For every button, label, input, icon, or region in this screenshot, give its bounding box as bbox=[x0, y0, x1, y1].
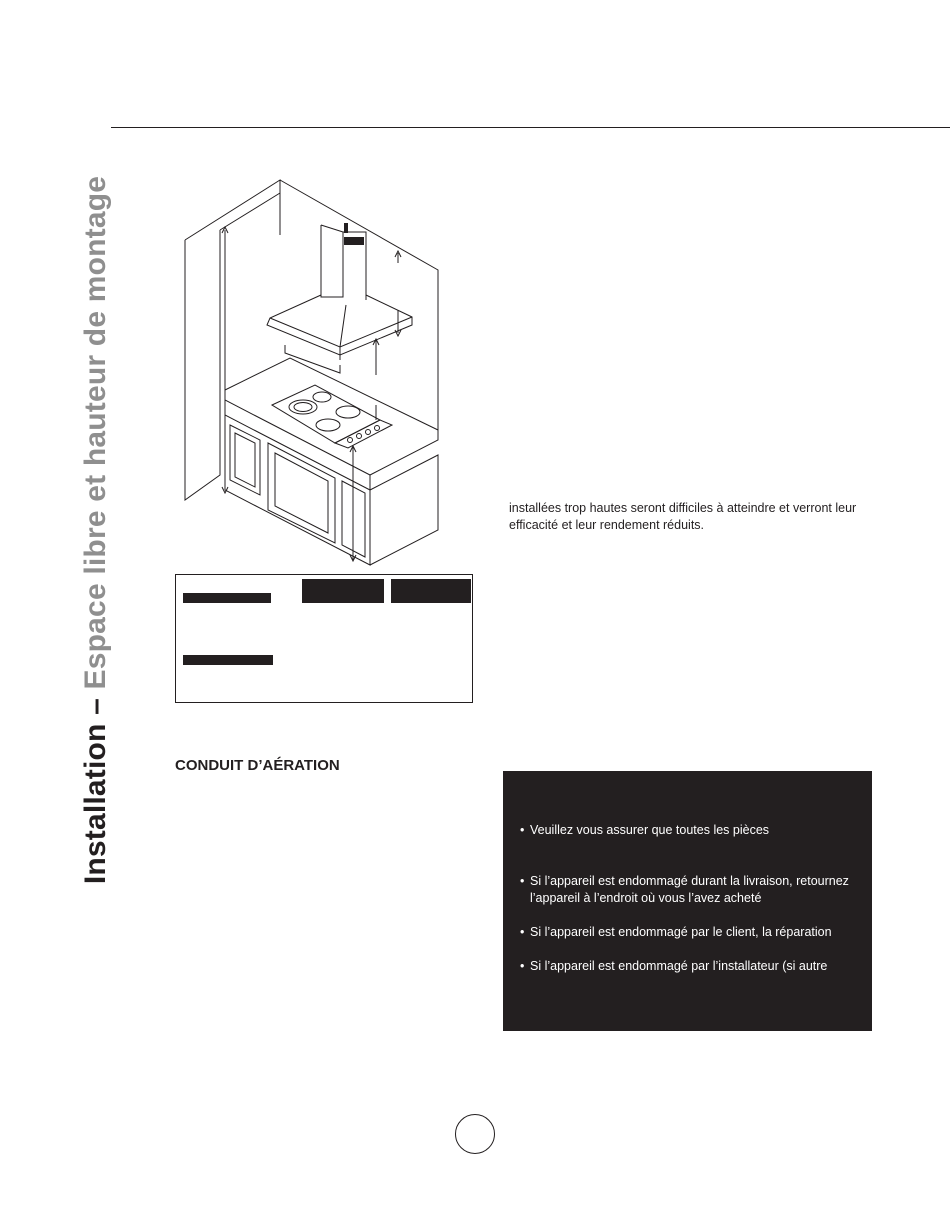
bullet-icon: • bbox=[520, 874, 525, 888]
table-label-bar bbox=[183, 655, 273, 665]
warning-item-text: Si l’appareil est endommagé durant la livraison, retournez l’appareil à l’endroit où vous l’avez acheté bbox=[530, 874, 849, 905]
page-number-circle bbox=[455, 1114, 495, 1154]
warning-item bbox=[520, 958, 870, 975]
clearance-table bbox=[175, 574, 473, 703]
warning-item-text: Veuillez vous assurer que toutes les pièces bbox=[530, 823, 770, 837]
warning-box bbox=[503, 771, 872, 1031]
table-label-bar bbox=[183, 593, 271, 603]
table-header-cell bbox=[391, 579, 471, 603]
warning-item-text: Si l’appareil est endommagé par l’installateur (si autre bbox=[530, 959, 828, 973]
mounting-height-note: installées trop hautes seront difficiles à atteindre et verront leur efficacité et leur rendement réduits. bbox=[509, 501, 857, 532]
warning-item bbox=[520, 873, 860, 907]
warning-item bbox=[520, 822, 870, 839]
ventilation-heading: CONDUIT D’AÉRATION bbox=[175, 757, 340, 774]
bullet-icon: • bbox=[520, 959, 525, 973]
header-rule bbox=[111, 127, 950, 128]
title-subject: Espace libre et hauteur de montage bbox=[79, 175, 112, 690]
warning-item-text: Si l’appareil est endommagé par le client, la réparation bbox=[530, 925, 832, 939]
range-hood-installation-illustration bbox=[180, 175, 442, 575]
title-section: Installation – bbox=[79, 689, 112, 885]
warning-item bbox=[520, 924, 870, 941]
bullet-icon: • bbox=[520, 823, 525, 837]
bullet-icon: • bbox=[520, 925, 525, 939]
page-title bbox=[79, 176, 113, 884]
table-header-cell bbox=[302, 579, 384, 603]
